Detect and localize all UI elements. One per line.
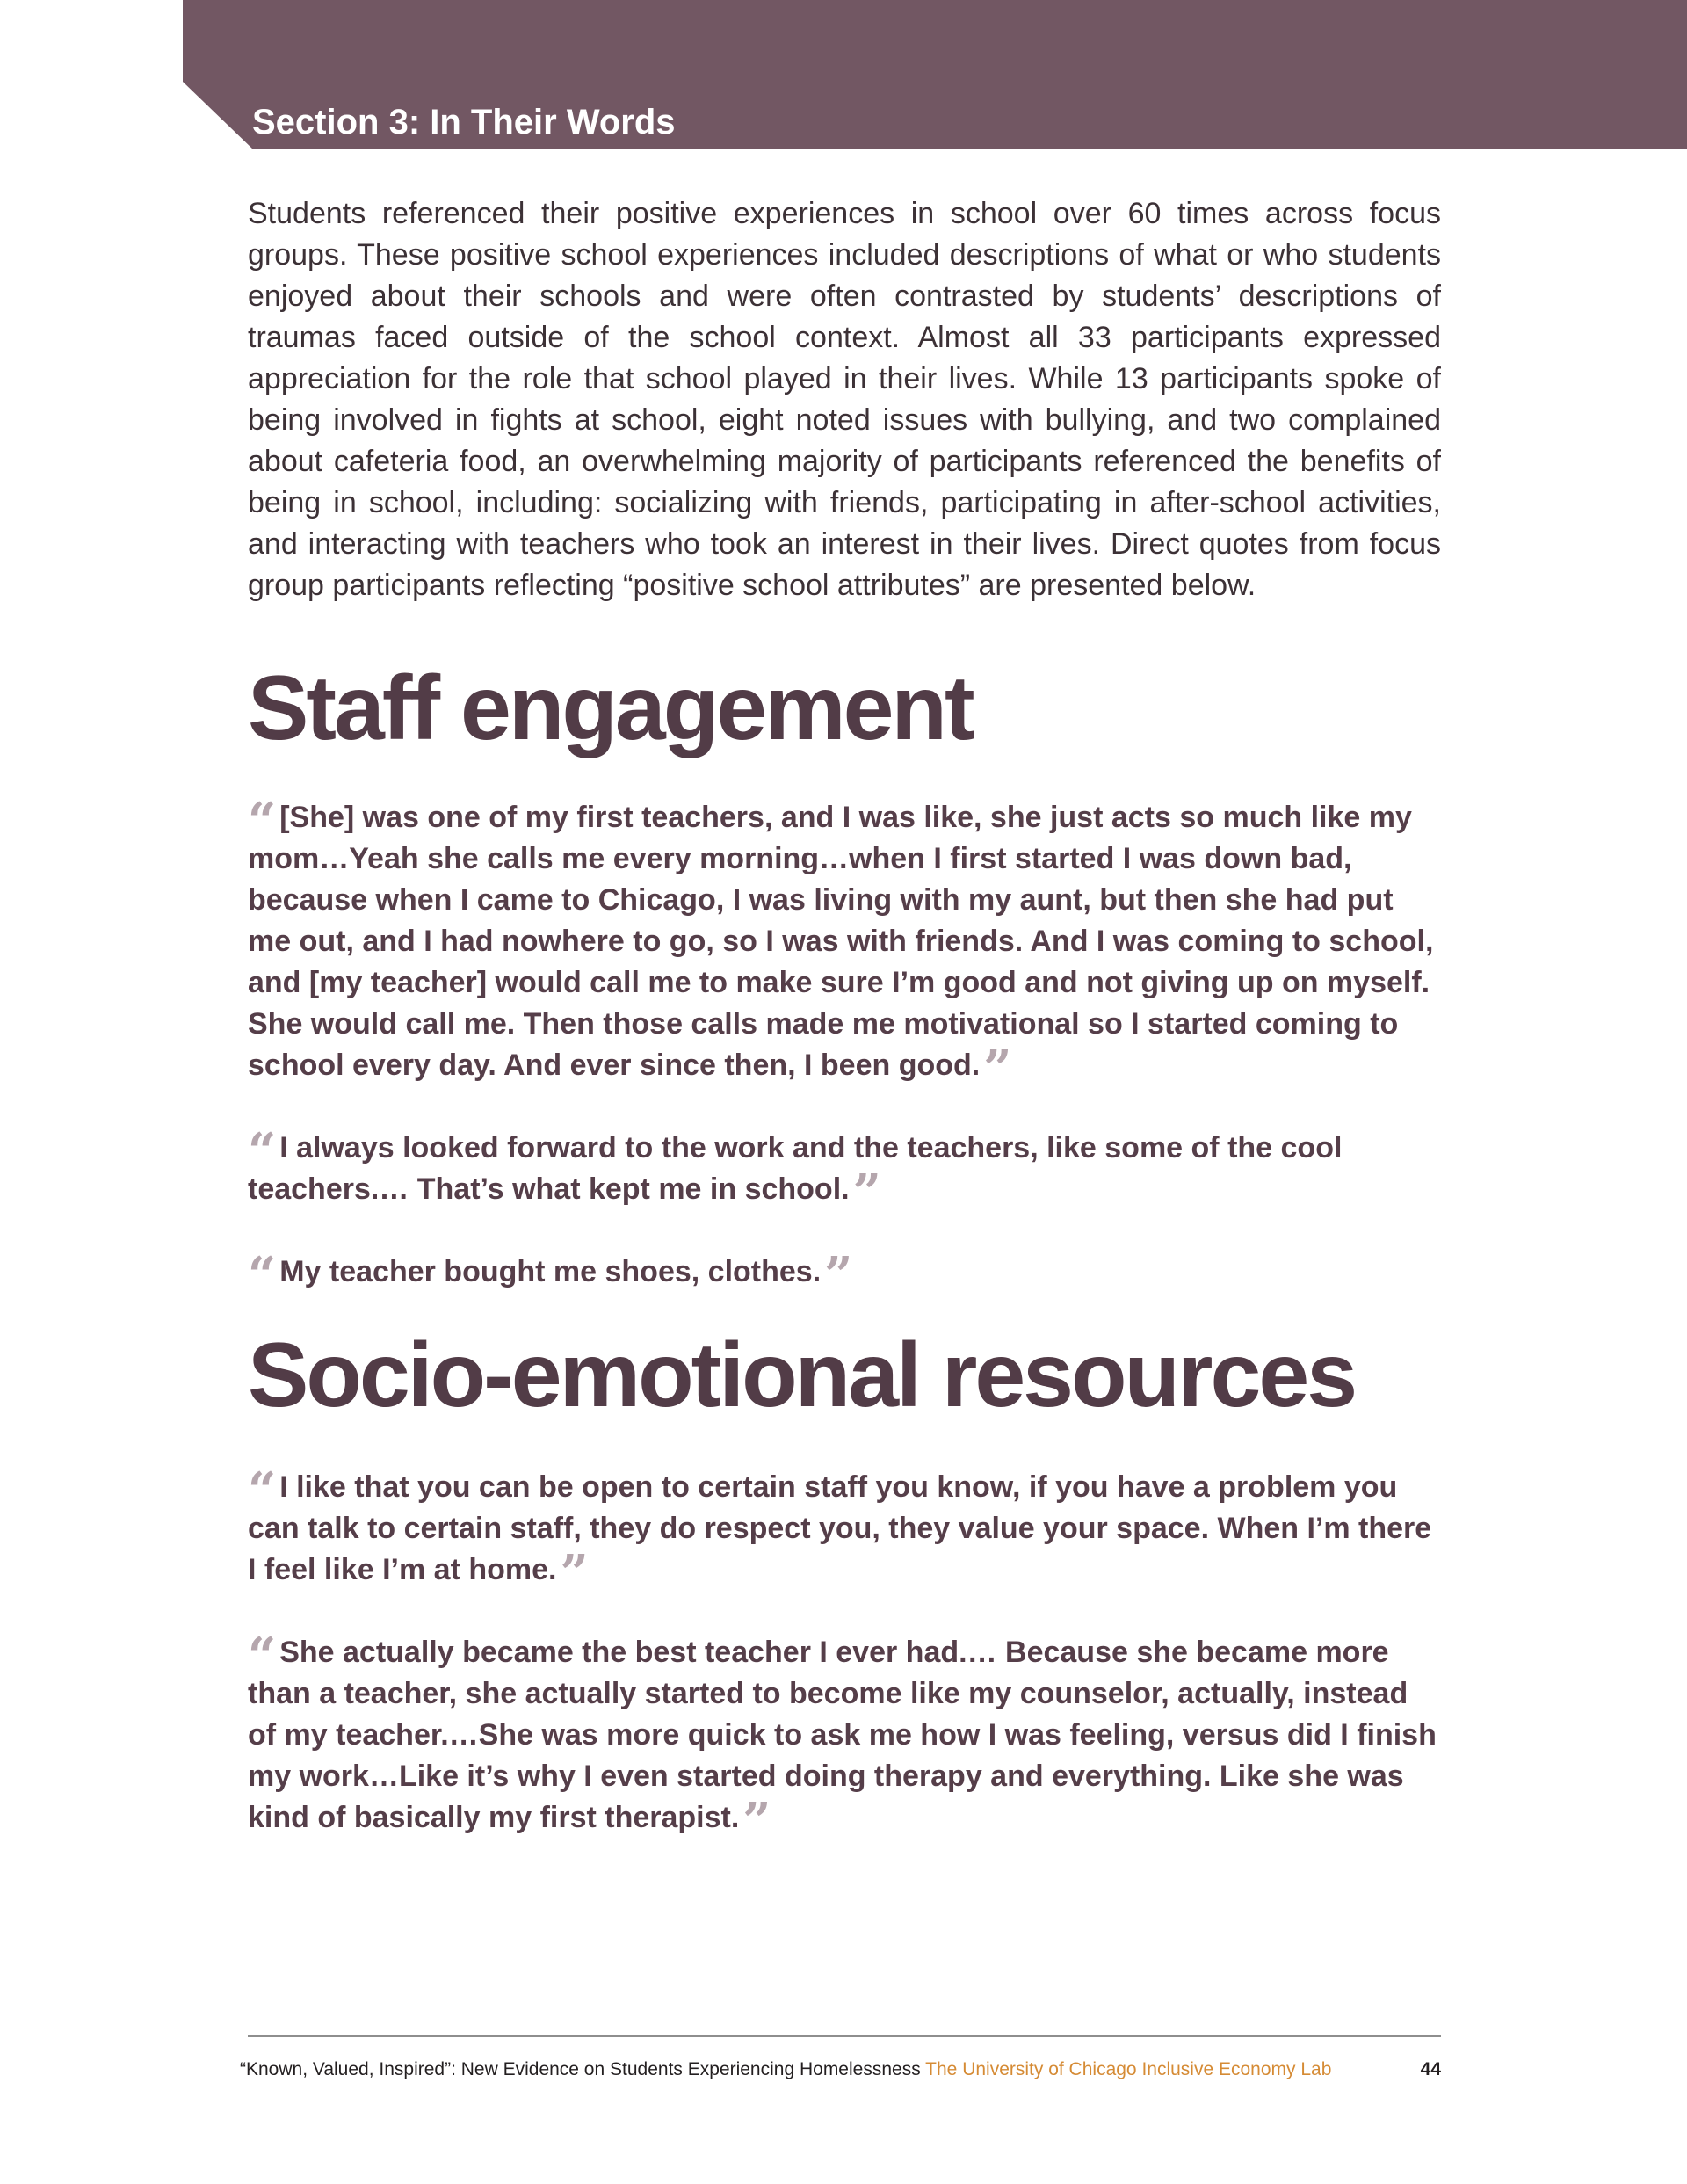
quotes-socio-emotional-resources <box>248 1462 1441 1850</box>
quotes-staff-engagement <box>248 792 1441 1304</box>
close-quote-icon: ” <box>983 1040 1007 1098</box>
page-footer <box>240 2057 1441 2083</box>
quote-text: [She] was one of my first teachers, and I was like, she just acts so much like my mom…Yeah she calls me every morning…when I first started I was down bad, because when I came to Chicago, I was living with my aunt, but then she had put me out, and I had nowhere to go, so I was with friends. And I was coming to school, and [my teacher] would call me to make sure I’m good and not giving up on myself. She would call me. Then those calls made me motivational so I started coming to school every day. And ever since then, I been good. <box>248 801 1434 1082</box>
quote <box>248 1122 1441 1222</box>
quote-text: She actually became the best teacher I ever had.… Because she became more than a teacher, she actually started to become like my counselor, actually, instead of my teacher.…She was more quick to ask me how I was feeling, versus did I finish my work…Like it’s why I even started doing therapy and everything. Like she was kind of basically my first therapist. <box>248 1636 1437 1834</box>
page-number: 44 <box>1420 2059 1441 2079</box>
footer-divider <box>248 2035 1441 2037</box>
footer-report-title: “Known, Valued, Inspired”: New Evidence on Students Experiencing Homelessness <box>240 2059 921 2079</box>
quote <box>248 792 1441 1098</box>
quote-text: My teacher bought me shoes, clothes. <box>279 1255 822 1288</box>
quote <box>248 1627 1441 1850</box>
quote-text: I always looked forward to the work and the teachers, like some of the cool teachers.… That’s what kept me in school. <box>248 1131 1343 1206</box>
close-quote-icon: ” <box>852 1164 876 1222</box>
open-quote-icon: “ <box>248 1122 272 1180</box>
open-quote-icon: “ <box>248 1246 272 1304</box>
section-title: Section 3: In Their Words <box>252 103 676 141</box>
footer-citation <box>240 2057 1331 2083</box>
open-quote-icon: “ <box>248 1462 272 1520</box>
quote <box>248 1462 1441 1602</box>
close-quote-icon: ” <box>742 1792 766 1850</box>
close-quote-icon: ” <box>560 1544 583 1602</box>
intro-paragraph: Students referenced their positive experiences in school over 60 times across focus groups. These positive school experiences included descriptions of what or who students enjoyed about their schools and were often contrasted by students’ descriptions of traumas faced outside of the school context. Almost all 33 participants expressed appreciation for the role that school played in their lives. While 13 participants spoke of being involved in fights at school, eight noted issues with bullying, and two complained about cafeteria food, an overwhelming majority of participants referenced the benefits of being in school, including: socializing with friends, participating in after-school activities, and interacting with teachers who took an interest in their lives. Direct quotes from focus group participants reflecting “positive school attributes” are presented below. <box>248 197 1441 602</box>
open-quote-icon: “ <box>248 792 272 850</box>
close-quote-icon: ” <box>824 1246 848 1304</box>
heading-staff-engagement: Staff engagement <box>248 657 973 759</box>
heading-socio-emotional-resources: Socio-emotional resources <box>248 1324 1356 1426</box>
footer-organization: The University of Chicago Inclusive Economy Lab <box>925 2059 1332 2079</box>
quote <box>248 1246 1441 1304</box>
open-quote-icon: “ <box>248 1627 272 1685</box>
quote-text: I like that you can be open to certain staff you know, if you have a problem you can talk to certain staff, they do respect you, they value your space. When I’m there I feel like I’m at home. <box>248 1470 1432 1586</box>
page-content <box>248 193 1441 1850</box>
